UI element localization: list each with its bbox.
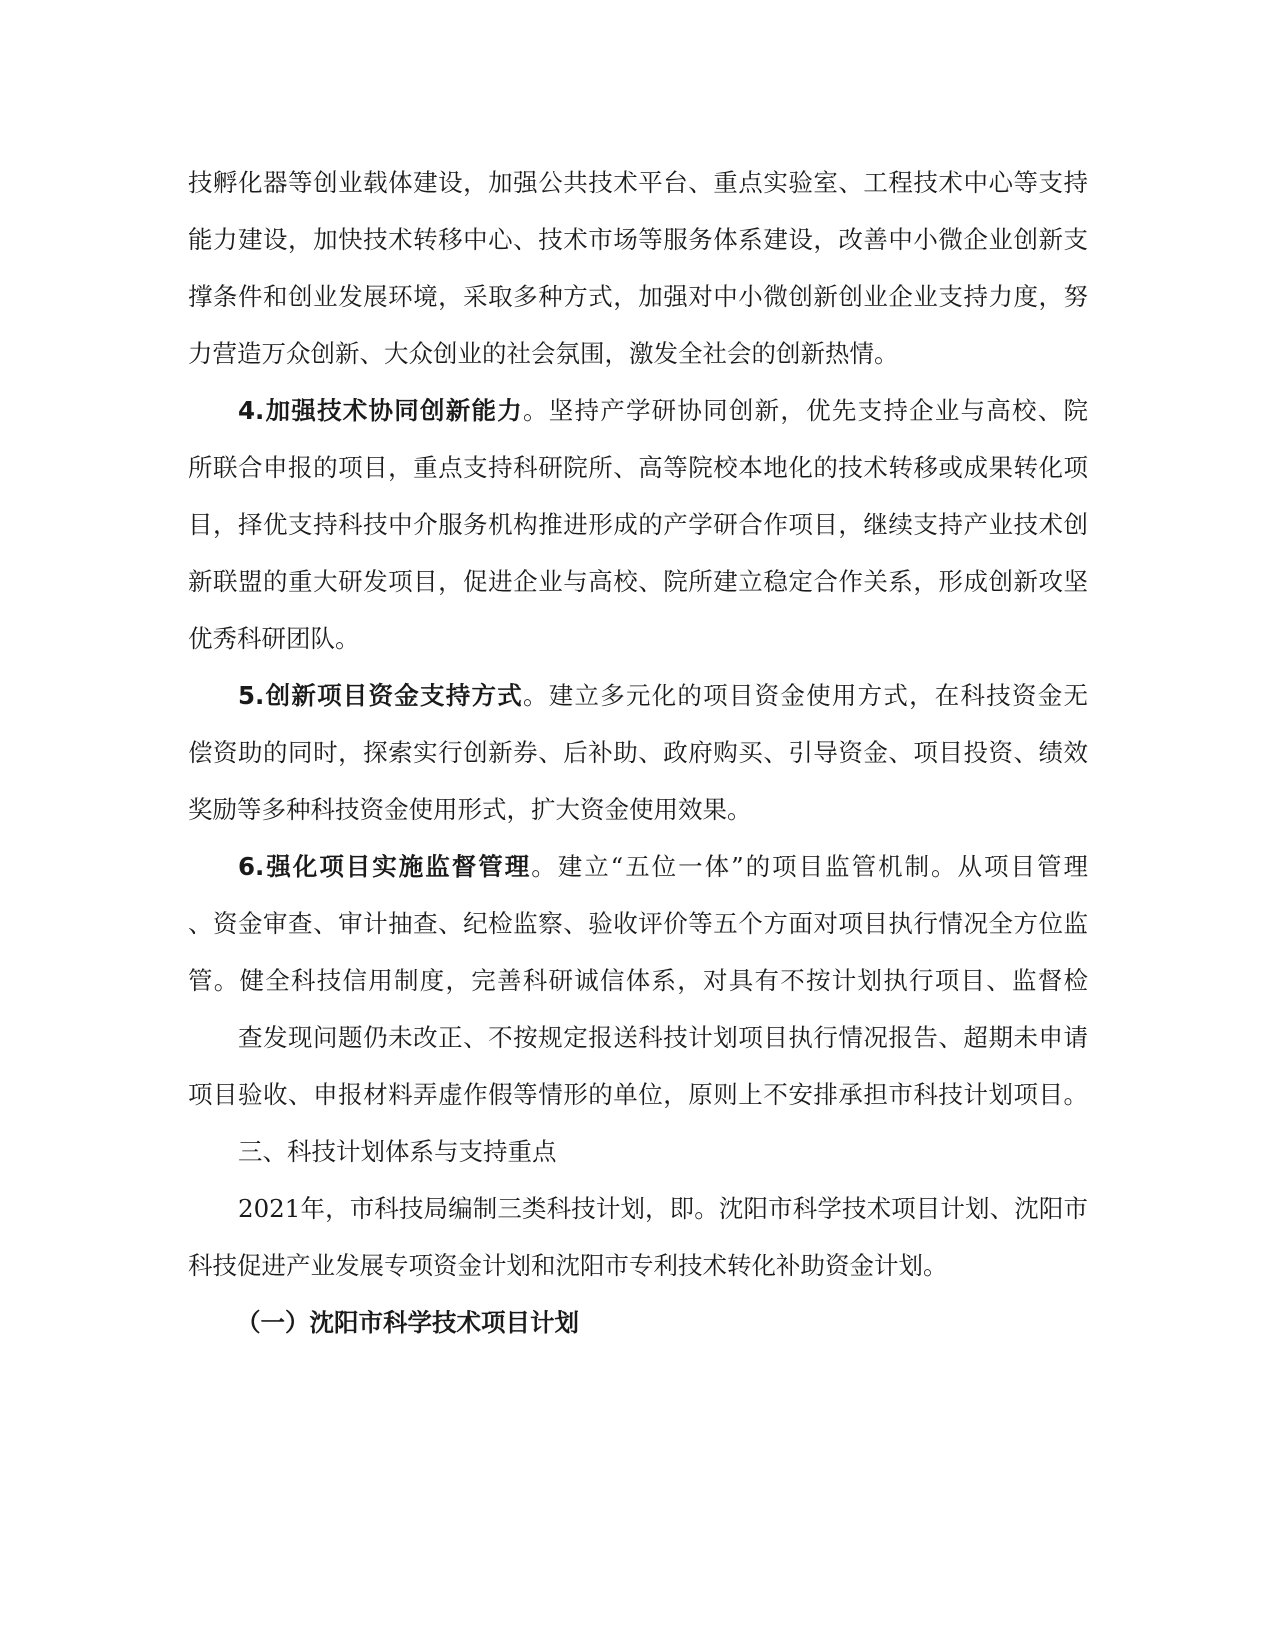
paragraph-line-11: 偿资助的同时，探索实行创新券、后补助、政府购买、引导资金、项目投资、绩效 [188, 738, 1088, 767]
paragraph-line-14: 、资金审查、审计抽查、纪检监察、验收评价等五个方面对项目执行情况全方位监 [188, 909, 1088, 938]
paragraph-line-12: 奖励等多种科技资金使用形式，扩大资金使用效果。 [188, 795, 752, 824]
paragraph-line-15: 管。健全科技信用制度，完善科研诚信体系，对具有不按计划执行项目、监督检 [188, 966, 1088, 995]
paragraph-line-2: 能力建设，加快技术转移中心、技术市场等服务体系建设，改善中小微企业创新支 [188, 225, 1088, 254]
section-5-heading-line: 5.创新项目资金支持方式。建立多元化的项目资金使用方式，在科技资金无 [238, 681, 1088, 710]
paragraph-line-6: 所联合申报的项目，重点支持科研院所、高等院校本地化的技术转移或成果转化项 [188, 453, 1088, 482]
subsection-1-heading: （一）沈阳市科学技术项目计划 [236, 1308, 579, 1337]
section-5-heading: 5.创新项目资金支持方式 [238, 681, 523, 710]
paragraph-line-9: 优秀科研团队。 [188, 624, 360, 653]
paragraph-line-4: 力营造万众创新、大众创业的社会氛围，激发全社会的创新热情。 [188, 339, 899, 368]
paragraph-line-16: 查发现问题仍未改正、不按规定报送科技计划项目执行情况报告、超期未申请 [238, 1023, 1088, 1052]
paragraph-line-3: 撑条件和创业发展环境，采取多种方式，加强对中小微创新创业企业支持力度，努 [188, 282, 1088, 311]
paragraph-line-1: 技孵化器等创业载体建设，加强公共技术平台、重点实验室、工程技术中心等支持 [188, 168, 1088, 197]
paragraph-line-19: 2021年，市科技局编制三类科技计划，即。沈阳市科学技术项目计划、沈阳市 [238, 1194, 1088, 1223]
paragraph-line-8: 新联盟的重大研发项目，促进企业与高校、院所建立稳定合作关系，形成创新攻坚 [188, 567, 1088, 596]
paragraph-line-7: 目，择优支持科技中介服务机构推进形成的产学研合作项目，继续支持产业技术创 [188, 510, 1088, 539]
paragraph-line-20: 科技促进产业发展专项资金计划和沈阳市专利技术转化补助资金计划。 [188, 1251, 948, 1280]
section-6-heading: 6.强化项目实施监督管理 [238, 852, 532, 881]
section-4-heading-line: 4.加强技术协同创新能力。坚持产学研协同创新，优先支持企业与高校、院 [238, 396, 1088, 425]
section-4-heading: 4.加强技术协同创新能力 [238, 396, 523, 425]
section-6-heading-line: 6.强化项目实施监督管理。建立“五位一体”的项目监管机制。从项目管理 [238, 852, 1088, 881]
section-3-title: 三、科技计划体系与支持重点 [238, 1137, 557, 1166]
paragraph-line-17: 项目验收、申报材料弄虚作假等情形的单位，原则上不安排承担市科技计划项目。 [188, 1080, 1088, 1109]
